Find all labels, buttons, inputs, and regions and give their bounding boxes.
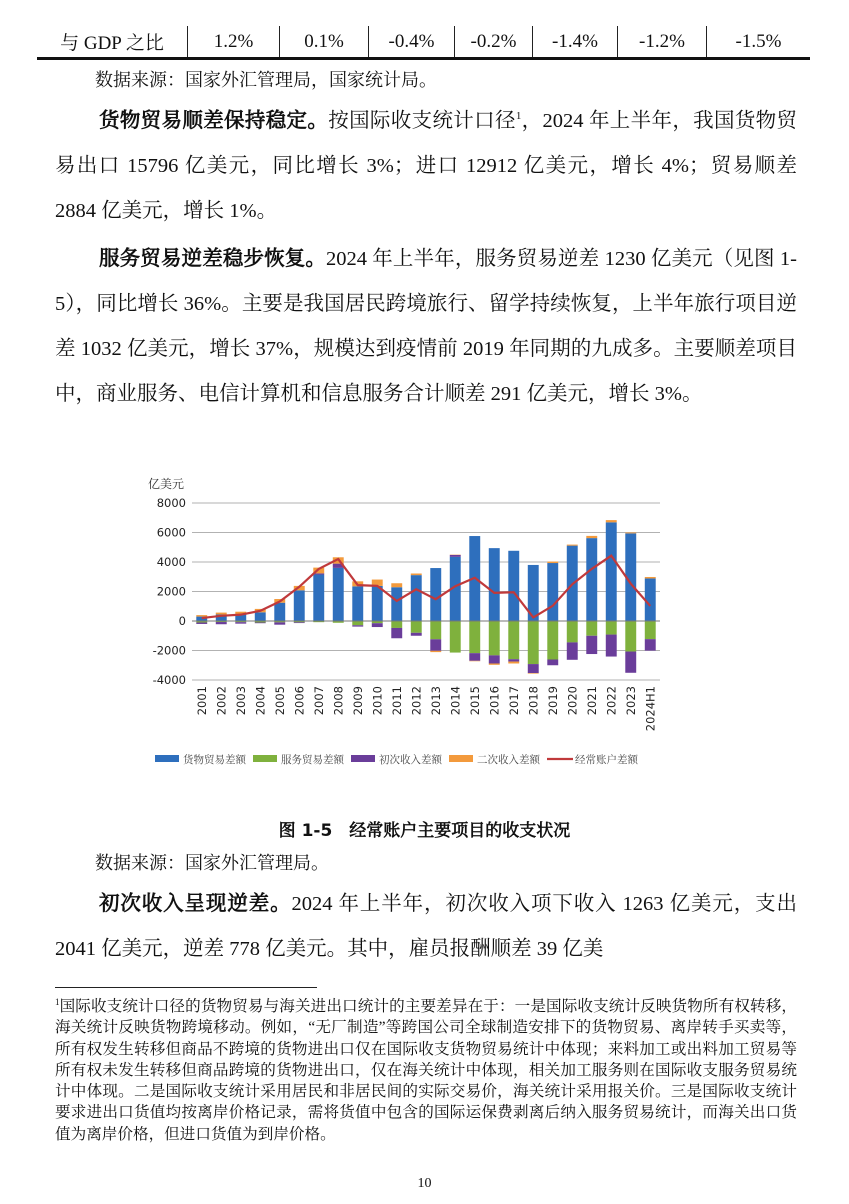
bar-segment bbox=[586, 536, 597, 538]
x-tick-label: 2017 bbox=[506, 686, 521, 716]
bar-segment bbox=[352, 625, 363, 626]
legend-label: 经常账户差额 bbox=[575, 754, 638, 766]
bar-segment bbox=[586, 538, 597, 621]
bar-segment bbox=[645, 621, 656, 639]
bar-segment bbox=[430, 639, 441, 651]
table-cell: -1.2% bbox=[618, 26, 707, 59]
bar-segment bbox=[625, 533, 636, 534]
table-cell: 1.2% bbox=[188, 26, 280, 59]
bar-segment bbox=[586, 636, 597, 654]
bar-segment bbox=[508, 551, 519, 621]
bar-segment bbox=[645, 578, 656, 621]
bar-segment bbox=[294, 622, 305, 623]
bar-segment bbox=[391, 587, 402, 621]
bar-segment bbox=[391, 583, 402, 587]
y-axis-label: 亿美元 bbox=[148, 477, 185, 491]
bar-segment bbox=[430, 621, 441, 639]
paragraph-services-trade bbox=[55, 237, 797, 417]
bar-segment bbox=[508, 659, 519, 661]
footnote-divider bbox=[55, 987, 317, 988]
bar-segment bbox=[625, 621, 636, 652]
x-tick-label: 2003 bbox=[233, 686, 248, 716]
paragraph-lead: 初次收入呈现逆差。 bbox=[99, 893, 292, 915]
bar-segment bbox=[391, 628, 402, 638]
bar-segment bbox=[372, 623, 383, 627]
table-cell: 0.1% bbox=[280, 26, 369, 59]
gdp-ratio-table bbox=[37, 26, 810, 60]
paragraph-primary-income bbox=[55, 882, 797, 972]
bar-segment bbox=[372, 586, 383, 621]
bar-segment bbox=[196, 615, 207, 616]
bar-segment bbox=[391, 621, 402, 628]
paragraph-lead: 服务贸易逆差稳步恢复。 bbox=[99, 248, 327, 270]
x-tick-label: 2024H1 bbox=[643, 686, 658, 732]
x-tick-label: 2009 bbox=[350, 686, 365, 716]
bar-segment bbox=[274, 622, 285, 624]
bar-segment bbox=[450, 621, 461, 653]
x-tick-label: 2013 bbox=[428, 686, 443, 716]
row-label: 与 GDP 之比 bbox=[37, 26, 188, 59]
table-cell: -0.2% bbox=[455, 26, 533, 59]
bar-segment bbox=[352, 621, 363, 625]
legend-label: 二次收入差额 bbox=[477, 754, 540, 766]
x-tick-label: 2014 bbox=[448, 686, 463, 716]
x-tick-label: 2002 bbox=[214, 686, 229, 716]
legend-swatch bbox=[155, 755, 179, 762]
bar-segment bbox=[645, 577, 656, 578]
bar-segment bbox=[528, 621, 539, 664]
y-tick-label: 8000 bbox=[156, 496, 186, 510]
legend-label: 初次收入差额 bbox=[379, 754, 442, 766]
table-cell: -1.5% bbox=[735, 30, 782, 52]
bar-segment bbox=[567, 621, 578, 642]
bar-segment bbox=[235, 622, 246, 623]
x-tick-label: 2007 bbox=[311, 686, 326, 716]
y-tick-label: 4000 bbox=[156, 555, 186, 569]
bar-segment bbox=[313, 575, 324, 621]
bar-segment bbox=[508, 621, 519, 659]
footnote-ref: 1 bbox=[515, 110, 522, 123]
bar-segment bbox=[489, 621, 500, 655]
paragraph-text: 按国际收支统计口径 bbox=[328, 110, 516, 132]
bar-segment bbox=[567, 545, 578, 546]
x-tick-label: 2019 bbox=[545, 686, 560, 716]
paragraph-text: ，2024 年上半年，我国货物贸易出口 15796 亿美元，同比增长 3%；进口 12912 亿美元，增长 4%；贸易顺差 2884 亿美元，增长 1%。 bbox=[55, 110, 798, 222]
x-tick-label: 2008 bbox=[331, 686, 346, 716]
current-account-line bbox=[202, 556, 651, 618]
bar-segment bbox=[255, 612, 266, 621]
legend-swatch bbox=[449, 755, 473, 762]
table-cell: -1.4% bbox=[533, 26, 618, 59]
x-tick-label: 2004 bbox=[253, 686, 268, 716]
legend-swatch bbox=[253, 755, 277, 762]
bar-segment bbox=[216, 613, 227, 615]
footnote bbox=[55, 996, 797, 1145]
x-tick-label: 2001 bbox=[194, 686, 209, 716]
bar-segment bbox=[606, 520, 617, 522]
bar-segment bbox=[645, 639, 656, 650]
bar-segment bbox=[547, 563, 558, 621]
paragraph-goods-trade bbox=[55, 99, 797, 234]
bar-segment bbox=[547, 562, 558, 563]
bar-segment bbox=[216, 622, 227, 624]
x-tick-label: 2016 bbox=[487, 686, 502, 716]
paragraph-text: 2024 年上半年，初次收入项下收入 1263 亿美元，支出 2041 亿美元，逆差 778 亿美元。其中，雇员报酬顺差 39 亿美 bbox=[55, 893, 798, 960]
footnote-text: 国际收支统计口径的货物贸易与海关进出口统计的主要差异在于：一是国际收支统计反映货物所有权转移，海关统计反映货物跨境移动。例如，“无厂制造”等跨国公司全球制造安排下的货物贸易、离岸转手买卖等，所有权发生转移但商品不跨境的货物进出口仅在国际收支货物贸易统计中体现；来料加工或出料加工贸易等所有权未发生转移但商品跨境的货物进出口，仅在海关统计中体现，相关加工服务则在国际收支服务贸易统计中体现。二是国际收支统计采用居民和非居民间的实际交易价，海关统计采用报关价。三是国际收支统计要求进出口货值均按离岸价格记录，需将货值中包含的国际运保费剥离后纳入服务贸易统计，而海关出口货值为离岸价格，但进口货值为到岸价格。 bbox=[55, 998, 797, 1143]
bar-segment bbox=[528, 664, 539, 673]
bar-segment bbox=[489, 663, 500, 664]
x-tick-label: 2010 bbox=[370, 686, 385, 716]
legend-label: 服务贸易差额 bbox=[281, 754, 344, 766]
bar-segment bbox=[352, 586, 363, 621]
paragraph-text: 2024 年上半年，服务贸易逆差 1230 亿美元（见图 1-5），同比增长 36%。主要是我国居民跨境旅行、留学持续恢复，上半年旅行项目逆差 1032 亿美元，增长 37%，规模达到疫情前 2019 年同期的九成多。主要顺差项目中，商业服务、电信计算机和信息服务合计顺差 291 亿美元，增长 3%。 bbox=[55, 248, 798, 405]
y-tick-label: 2000 bbox=[156, 584, 186, 599]
y-tick-label: 0 bbox=[178, 614, 186, 628]
bar-segment bbox=[430, 568, 441, 621]
bar-segment bbox=[294, 590, 305, 621]
bar-segment bbox=[411, 621, 422, 633]
x-tick-label: 2006 bbox=[292, 686, 307, 716]
page-number: 10 bbox=[417, 1176, 432, 1191]
bar-segment bbox=[469, 653, 480, 661]
x-tick-label: 2022 bbox=[604, 686, 619, 716]
x-tick-label: 2011 bbox=[389, 686, 404, 716]
current-account-chart bbox=[140, 470, 680, 770]
legend-swatch bbox=[351, 755, 375, 762]
data-source-note: 数据来源：国家外汇管理局。 bbox=[95, 853, 329, 873]
y-tick-label: 6000 bbox=[156, 525, 186, 540]
x-tick-label: 2020 bbox=[565, 686, 580, 716]
bar-segment bbox=[489, 655, 500, 663]
bar-segment bbox=[333, 568, 344, 621]
bar-segment bbox=[255, 622, 266, 623]
bar-segment bbox=[625, 652, 636, 673]
x-tick-label: 2012 bbox=[409, 686, 424, 716]
bar-segment bbox=[411, 574, 422, 576]
bar-segment bbox=[430, 651, 441, 652]
table-row bbox=[37, 26, 810, 59]
bar-segment bbox=[450, 555, 461, 557]
x-tick-label: 2021 bbox=[584, 686, 599, 716]
paragraph-lead: 货物贸易顺差保持稳定。 bbox=[99, 110, 329, 132]
bar-segment bbox=[489, 548, 500, 621]
table-cell: -0.4% bbox=[369, 26, 455, 59]
bar-segment bbox=[606, 522, 617, 621]
bar-segment bbox=[547, 659, 558, 665]
y-tick-label: -4000 bbox=[152, 673, 186, 687]
bar-segment bbox=[469, 621, 480, 653]
bar-segment bbox=[528, 673, 539, 674]
bar-segment bbox=[586, 621, 597, 636]
x-tick-label: 2015 bbox=[467, 686, 482, 716]
legend-label: 货物贸易差额 bbox=[183, 754, 246, 766]
x-tick-label: 2023 bbox=[623, 686, 638, 716]
footnote-marker: 1 bbox=[55, 996, 60, 1007]
bar-segment bbox=[274, 603, 285, 621]
bar-segment bbox=[547, 621, 558, 659]
data-source-note: 数据来源：国家外汇管理局，国家统计局。 bbox=[95, 70, 437, 90]
bar-segment bbox=[411, 633, 422, 636]
figure-caption: 图 1-5 经常账户主要项目的收支状况 bbox=[278, 821, 571, 841]
bar-segment bbox=[196, 622, 207, 623]
bar-segment bbox=[606, 621, 617, 635]
x-tick-label: 2018 bbox=[526, 686, 541, 716]
bar-segment bbox=[567, 642, 578, 659]
x-tick-label: 2005 bbox=[272, 686, 287, 716]
bar-segment bbox=[411, 575, 422, 621]
y-tick-label: -2000 bbox=[152, 643, 186, 658]
bar-segment bbox=[606, 635, 617, 657]
bar-segment bbox=[508, 662, 519, 664]
